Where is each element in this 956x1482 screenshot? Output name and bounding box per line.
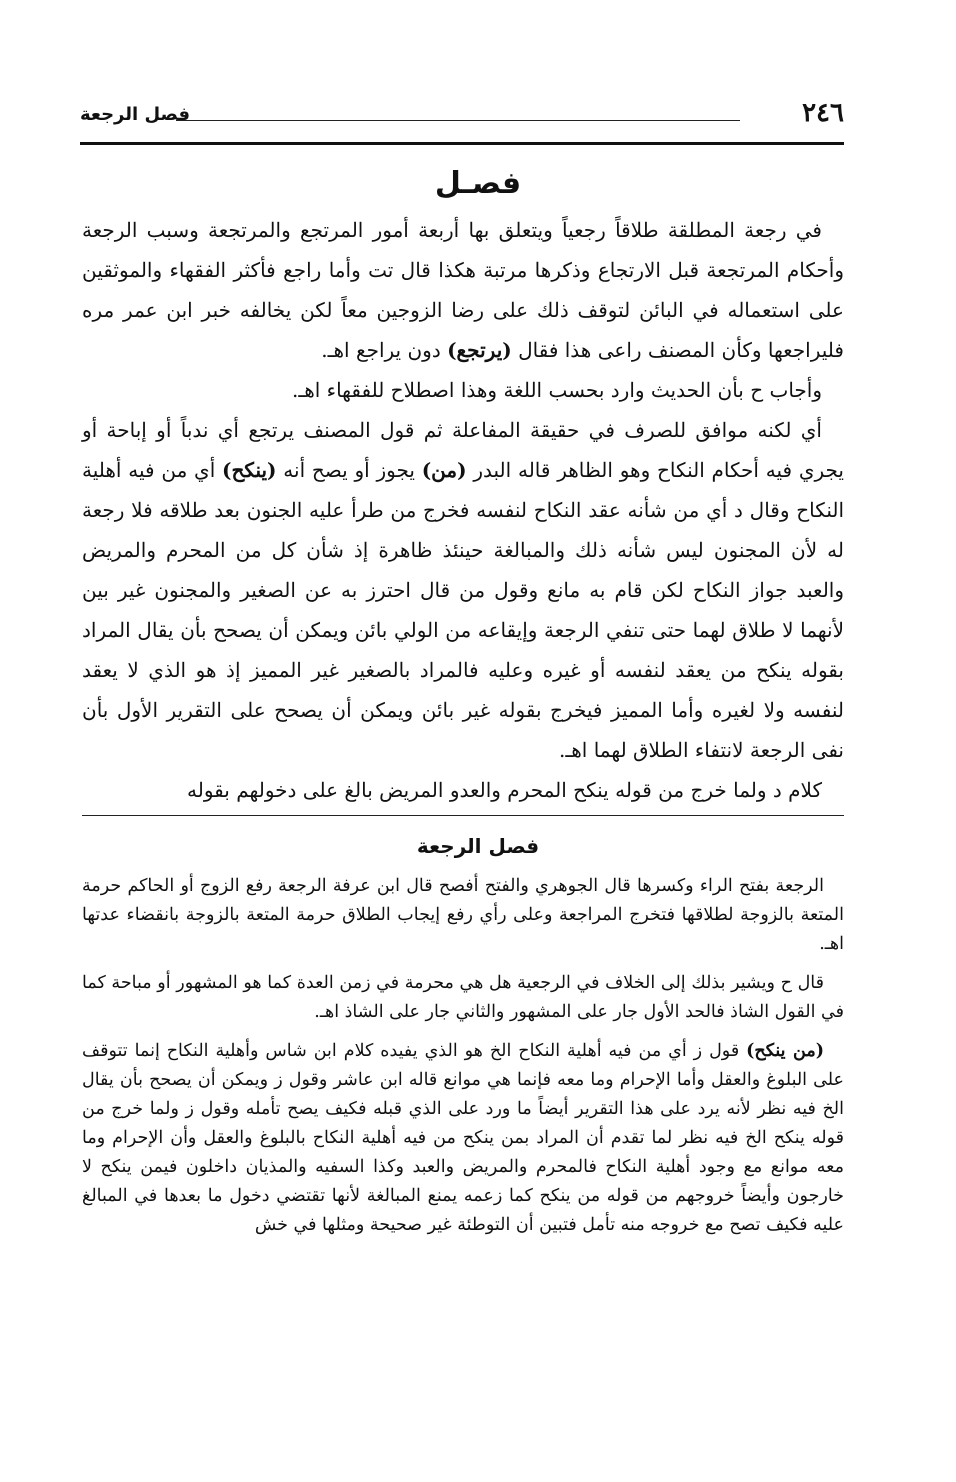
page-number: ٢٤٦ xyxy=(802,98,844,128)
footnote-separator xyxy=(82,815,844,816)
keyword: (من ينكح) xyxy=(746,1041,824,1061)
main-paragraph: كلام د ولما خرج من قوله ينكح المحرم والعدو المريض بالغ على دخولهم بقوله xyxy=(187,778,822,802)
running-title: فصل الرجعة xyxy=(80,104,191,125)
header-rule xyxy=(80,142,844,145)
keyword: (ينكح) xyxy=(222,458,277,482)
keyword: (من) xyxy=(421,458,467,482)
main-paragraph: أي لكنه موافق للصرف في حقيقة المفاعلة ثم قول المصنف يرتجع أي ندباً أو إباحة أو يجري فيه أحكام النكاح وهو الظاهر قاله البدر (من) يجوز أو يصح أنه (ينكح) أي من فيه أهلية النكاح وقال د أي من شأنه عقد النكاح لنفسه فخرج من طرأ عليه الجنون بعد طلاقه فلا رجعة له لأن المجنون ليس شأنه ذلك والمبالغة حينئذ ظاهرة إذ شأن كل من المحرم والمريض والعبد جواز النكاح لكن قام به مانع وقول من قال احترز به عن الصغير والمجنون غير بين لأنهما لا طلاق لهما حتى تنفي الرجعة وإيقاعه من الولي بائن ويمكن أن يصحح بأن يقال المراد بقوله ينكح من يعقد لنفسه أو غيره وعليه فالمراد بالصغير غير المميز إذ هو الذي لا يعقد لنفسه ولا لغيره وأما المميز فيخرج بقوله غير بائن ويمكن أن يصحح على التقرير الأول بأن نفى الرجعة لانتفاء الطلاق لهما اهـ. xyxy=(82,418,844,762)
main-text-block xyxy=(82,210,844,810)
footnote-heading: فصل الرجعة xyxy=(416,834,540,858)
keyword: (يرتجع) xyxy=(447,338,512,362)
footnote-paragraph: الرجعة بفتح الراء وكسرها قال الجوهري والفتح أفصح قال ابن عرفة الرجعة رفع الزوج أو الحاكم حرمة المتعة بالزوجة لطلاقها فتخرج المراجعة وعلى رأي رفع إيجاب الطلاق حرمة المتعة بالزوجة بانقضاء عدتها اهـ. xyxy=(82,876,844,954)
footnote-text-block xyxy=(82,872,844,1250)
footnote-paragraph: قال ح ويشير بذلك إلى الخلاف في الرجعية هل هي محرمة في زمن العدة كما هو المشهور أو مباحة كما في القول الشاذ فالحد الأول جار على المشهور والثاني جار على الشاذ اهـ. xyxy=(82,973,844,1022)
section-heading: فصـل xyxy=(434,166,522,201)
header-dash-line xyxy=(176,120,740,121)
page-header xyxy=(80,96,844,144)
main-paragraph: وأجاب ح بأن الحديث وارد بحسب اللغة وهذا اصطلاح للفقهاء اهـ. xyxy=(291,378,822,402)
footnote-paragraph: (من ينكح) قول ز أي من فيه أهلية النكاح الخ هو الذي يفيده كلام ابن شاس وأهلية النكاح إنما تتوقف على البلوغ والعقل وأما الإحرام وما معه فإنما هي موانع قاله ابن عاشر وقول ز ويمكن أن يصحح بأن يقال الخ فيه نظر لأنه يرد على هذا التقرير أيضاً ما ورد على الذي قبله فكيف يصح تأمله وقول ز ولما خرج من قوله ينكح الخ فيه نظر لما تقدم أن المراد بمن ينكح من فيه أهلية النكاح بالبلوغ والعقل وأن الإحرام وما معه موانع مع وجود أهلية النكاح فالمحرم والمريض والعبد وكذا السفيه والمذيان داخلون فيمن ينكح لا خارجون وأيضاً خروجهم من قوله من ينكح كما زعمه يمنع المبالغة لأنها تقتضي دخول ما بعدها في المبالغ عليه فكيف تصح مع خروجه منه تأمل فتبين أن التوطئة غير صحيحة ومثلها في خش xyxy=(82,1041,844,1235)
main-paragraph: في رجعة المطلقة طلاقاً رجعياً ويتعلق بها أربعة أمور المرتجع والمرتجعة وسبب الرجعة وأحكام المرتجعة قبل الارتجاع وذكرها مرتبة هكذا قال تت وأما راجع فأكثر الفقهاء والموثقين على استعماله في البائن لتوقف ذلك على رضا الزوجين معاً لكن يخالفه خبر ابن عمر مره فليراجعها وكأن المصنف راعى هذا فقال (يرتجع) دون يراجع اهـ. xyxy=(82,218,844,362)
